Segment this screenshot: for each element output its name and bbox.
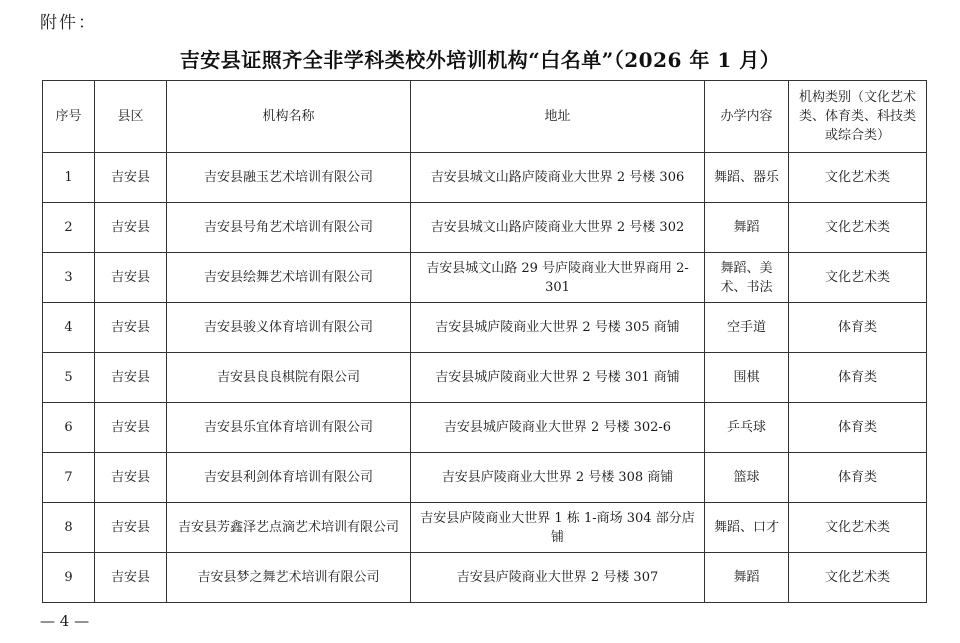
cell-address: 吉安县庐陵商业大世界 2 号楼 308 商铺 bbox=[411, 453, 705, 503]
cell-name: 吉安县号角艺术培训有限公司 bbox=[167, 203, 411, 253]
header-county: 县区 bbox=[95, 81, 167, 153]
page-number: — 4 — bbox=[40, 612, 90, 630]
cell-address: 吉安县城庐陵商业大世界 2 号楼 305 商铺 bbox=[411, 303, 705, 353]
cell-category: 体育类 bbox=[789, 453, 927, 503]
cell-address: 吉安县庐陵商业大世界 1 栋 1-商场 304 部分店铺 bbox=[411, 503, 705, 553]
cell-name: 吉安县良良棋院有限公司 bbox=[167, 353, 411, 403]
cell-name: 吉安县骏义体育培训有限公司 bbox=[167, 303, 411, 353]
cell-county: 吉安县 bbox=[95, 253, 167, 303]
table-row bbox=[43, 403, 927, 453]
attachment-label: 附件： bbox=[40, 13, 97, 33]
cell-address: 吉安县城庐陵商业大世界 2 号楼 301 商铺 bbox=[411, 353, 705, 403]
cell-name: 吉安县利剑体育培训有限公司 bbox=[167, 453, 411, 503]
cell-content: 舞蹈、口才 bbox=[705, 503, 789, 553]
cell-name: 吉安县梦之舞艺术培训有限公司 bbox=[167, 553, 411, 603]
cell-county: 吉安县 bbox=[95, 353, 167, 403]
cell-category: 文化艺术类 bbox=[789, 253, 927, 303]
cell-category: 体育类 bbox=[789, 403, 927, 453]
cell-name: 吉安县芳鑫泽艺点滴艺术培训有限公司 bbox=[167, 503, 411, 553]
table-row bbox=[43, 553, 927, 603]
header-name: 机构名称 bbox=[167, 81, 411, 153]
cell-name: 吉安县融玉艺术培训有限公司 bbox=[167, 153, 411, 203]
cell-seq: 2 bbox=[43, 203, 95, 253]
cell-county: 吉安县 bbox=[95, 453, 167, 503]
cell-seq: 1 bbox=[43, 153, 95, 203]
cell-category: 文化艺术类 bbox=[789, 203, 927, 253]
cell-seq: 6 bbox=[43, 403, 95, 453]
cell-content: 舞蹈 bbox=[705, 553, 789, 603]
cell-content: 围棋 bbox=[705, 353, 789, 403]
table-row bbox=[43, 153, 927, 203]
cell-seq: 7 bbox=[43, 453, 95, 503]
cell-county: 吉安县 bbox=[95, 203, 167, 253]
cell-category: 文化艺术类 bbox=[789, 553, 927, 603]
cell-content: 舞蹈、美术、书法 bbox=[705, 253, 789, 303]
cell-content: 空手道 bbox=[705, 303, 789, 353]
cell-name: 吉安县乐宜体育培训有限公司 bbox=[167, 403, 411, 453]
cell-name: 吉安县绘舞艺术培训有限公司 bbox=[167, 253, 411, 303]
cell-county: 吉安县 bbox=[95, 403, 167, 453]
cell-category: 文化艺术类 bbox=[789, 503, 927, 553]
cell-address: 吉安县庐陵商业大世界 2 号楼 307 bbox=[411, 553, 705, 603]
table-row bbox=[43, 303, 927, 353]
table-header-row bbox=[43, 81, 927, 153]
cell-seq: 9 bbox=[43, 553, 95, 603]
cell-county: 吉安县 bbox=[95, 503, 167, 553]
cell-address: 吉安县城文山路 29 号庐陵商业大世界商用 2-301 bbox=[411, 253, 705, 303]
cell-category: 体育类 bbox=[789, 303, 927, 353]
cell-seq: 5 bbox=[43, 353, 95, 403]
header-content: 办学内容 bbox=[705, 81, 789, 153]
table-row bbox=[43, 203, 927, 253]
header-seq: 序号 bbox=[43, 81, 95, 153]
cell-content: 舞蹈、器乐 bbox=[705, 153, 789, 203]
cell-category: 文化艺术类 bbox=[789, 153, 927, 203]
table-row bbox=[43, 253, 927, 303]
cell-seq: 4 bbox=[43, 303, 95, 353]
cell-address: 吉安县城文山路庐陵商业大世界 2 号楼 302 bbox=[411, 203, 705, 253]
cell-address: 吉安县城庐陵商业大世界 2 号楼 302-6 bbox=[411, 403, 705, 453]
cell-content: 乒乓球 bbox=[705, 403, 789, 453]
cell-category: 体育类 bbox=[789, 353, 927, 403]
cell-county: 吉安县 bbox=[95, 553, 167, 603]
cell-county: 吉安县 bbox=[95, 153, 167, 203]
cell-county: 吉安县 bbox=[95, 303, 167, 353]
cell-address: 吉安县城文山路庐陵商业大世界 2 号楼 306 bbox=[411, 153, 705, 203]
cell-seq: 3 bbox=[43, 253, 95, 303]
header-address: 地址 bbox=[411, 81, 705, 153]
table-row bbox=[43, 503, 927, 553]
page-title: 吉安县证照齐全非学科类校外培训机构“白名单”（2026 年 1 月） bbox=[179, 48, 781, 72]
cell-content: 舞蹈 bbox=[705, 203, 789, 253]
whitelist-table bbox=[42, 80, 927, 603]
cell-seq: 8 bbox=[43, 503, 95, 553]
cell-content: 篮球 bbox=[705, 453, 789, 503]
table-row bbox=[43, 453, 927, 503]
table-row bbox=[43, 353, 927, 403]
header-category: 机构类别（文化艺术类、体育类、科技类或综合类） bbox=[789, 81, 927, 153]
